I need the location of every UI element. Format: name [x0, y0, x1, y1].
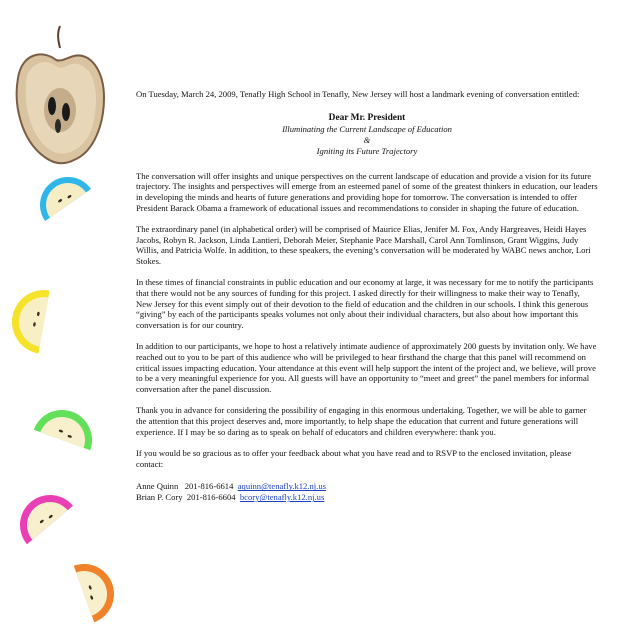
contact-name: Anne Quinn — [136, 481, 179, 492]
contact-email-link[interactable]: aquinn@tenafly.k12.nj.us — [237, 481, 326, 492]
apple-slice-cyan-icon — [29, 166, 91, 221]
intro-paragraph: On Tuesday, March 24, 2009, Tenafly High School in Tenafly, New Jersey will host a landmark evening of conversation entitled: — [136, 89, 580, 99]
apple-decoration-column — [0, 0, 130, 627]
apple-slice-yellow-icon — [7, 285, 50, 354]
paragraph-rsvp: If you would be so gracious as to offer your feedback about what you have read and to RSVP to the enclosed invitation, please contact: — [136, 447, 572, 469]
apple-slice-pink-icon — [8, 483, 73, 545]
paragraph-funding: In these times of financial constraints in public education and our economy at large, it was necessary for me to notify the participants that there would not be any sources of funding for this project. I asked directly for their willingness to make their way to Tenafly, New Jersey for this event simply out of their devotion to the field of education and the children in our schools. I think this generous “giving” by each of the participants speaks volumes not only about their individual characters, but also about how important this conversation is for our country. — [136, 277, 594, 331]
paragraph-thanks: Thank you in advance for considering the possibility of engaging in this enormous undertaking. Together, we will be able to garner the attention that this project deserves and, more importantly, to help shape the education that current and future generations will experience. If I may be so daring as to speak on behalf of educators and children everywhere: thank you. — [136, 405, 587, 437]
event-title-block — [136, 113, 598, 157]
contact-email-link[interactable]: bcory@tenafly.k12.nj.us — [239, 492, 325, 503]
paragraph-overview: The conversation will offer insights and unique perspectives on the current landscape of education and provide a vision for its future trajectory. The insights and perspectives will emerge from an esteemed panel of some of the greatest thinkers in education, our leaders in developing the minds and hearts of future generations and providing hope for tomorrow. The conversation is intended to offer President Barack Obama a framework of educational issues and recommendations to consider in shaping the future of education. — [136, 170, 598, 213]
apple-half-icon — [17, 26, 104, 163]
event-subtitle-2: Igniting its Future Trajectory — [316, 145, 418, 156]
event-subtitle-1: Illuminating the Current Landscape of Education — [282, 123, 452, 134]
contact-name: Brian P. Cory — [136, 492, 183, 503]
contact-phone: 201-816-6614 — [184, 481, 234, 492]
apple-slice-green-icon — [34, 402, 101, 451]
contact-phone: 201-816-6604 — [186, 492, 236, 503]
apple-slice-orange-icon — [74, 556, 123, 623]
letter-body — [136, 89, 598, 503]
contact-row — [136, 481, 598, 492]
contact-list — [136, 481, 598, 503]
paragraph-audience: In addition to our participants, we hope to host a relatively intimate audience of approximately 200 guests by invitation only. We have reached out to you to be part of this audience who will be privileged to hear firsthand the charge that this panel will recommend on critical issues impacting education. Your attendance at this event will help support the intent of the project and, we believe, will prove to be a very meaningful experience for you. All guests will have an opportunity to “meet and greet” the panel members for informal conversation after the panel discussion. — [136, 341, 597, 395]
event-title: Dear Mr. President — [328, 112, 406, 123]
event-subtitle-ampersand: & — [363, 134, 371, 145]
paragraph-panel: The extraordinary panel (in alphabetical order) will be comprised of Maurice Elias, Jenifer M. Fox, Andy Hargreaves, Heidi Hayes Jacobs, Robyn R. Jackson, Linda Lantieri, Deborah Meier, Stephanie Pace Marshall, Carol Ann Tomlinson, Grant Wiggins, Judy Willis, and Patricia Wolfe. In addition, to these speakers, the evening’s conversation will be moderated by WABC news anchor, Lori Stokes. — [136, 224, 591, 267]
contact-row — [136, 492, 598, 503]
